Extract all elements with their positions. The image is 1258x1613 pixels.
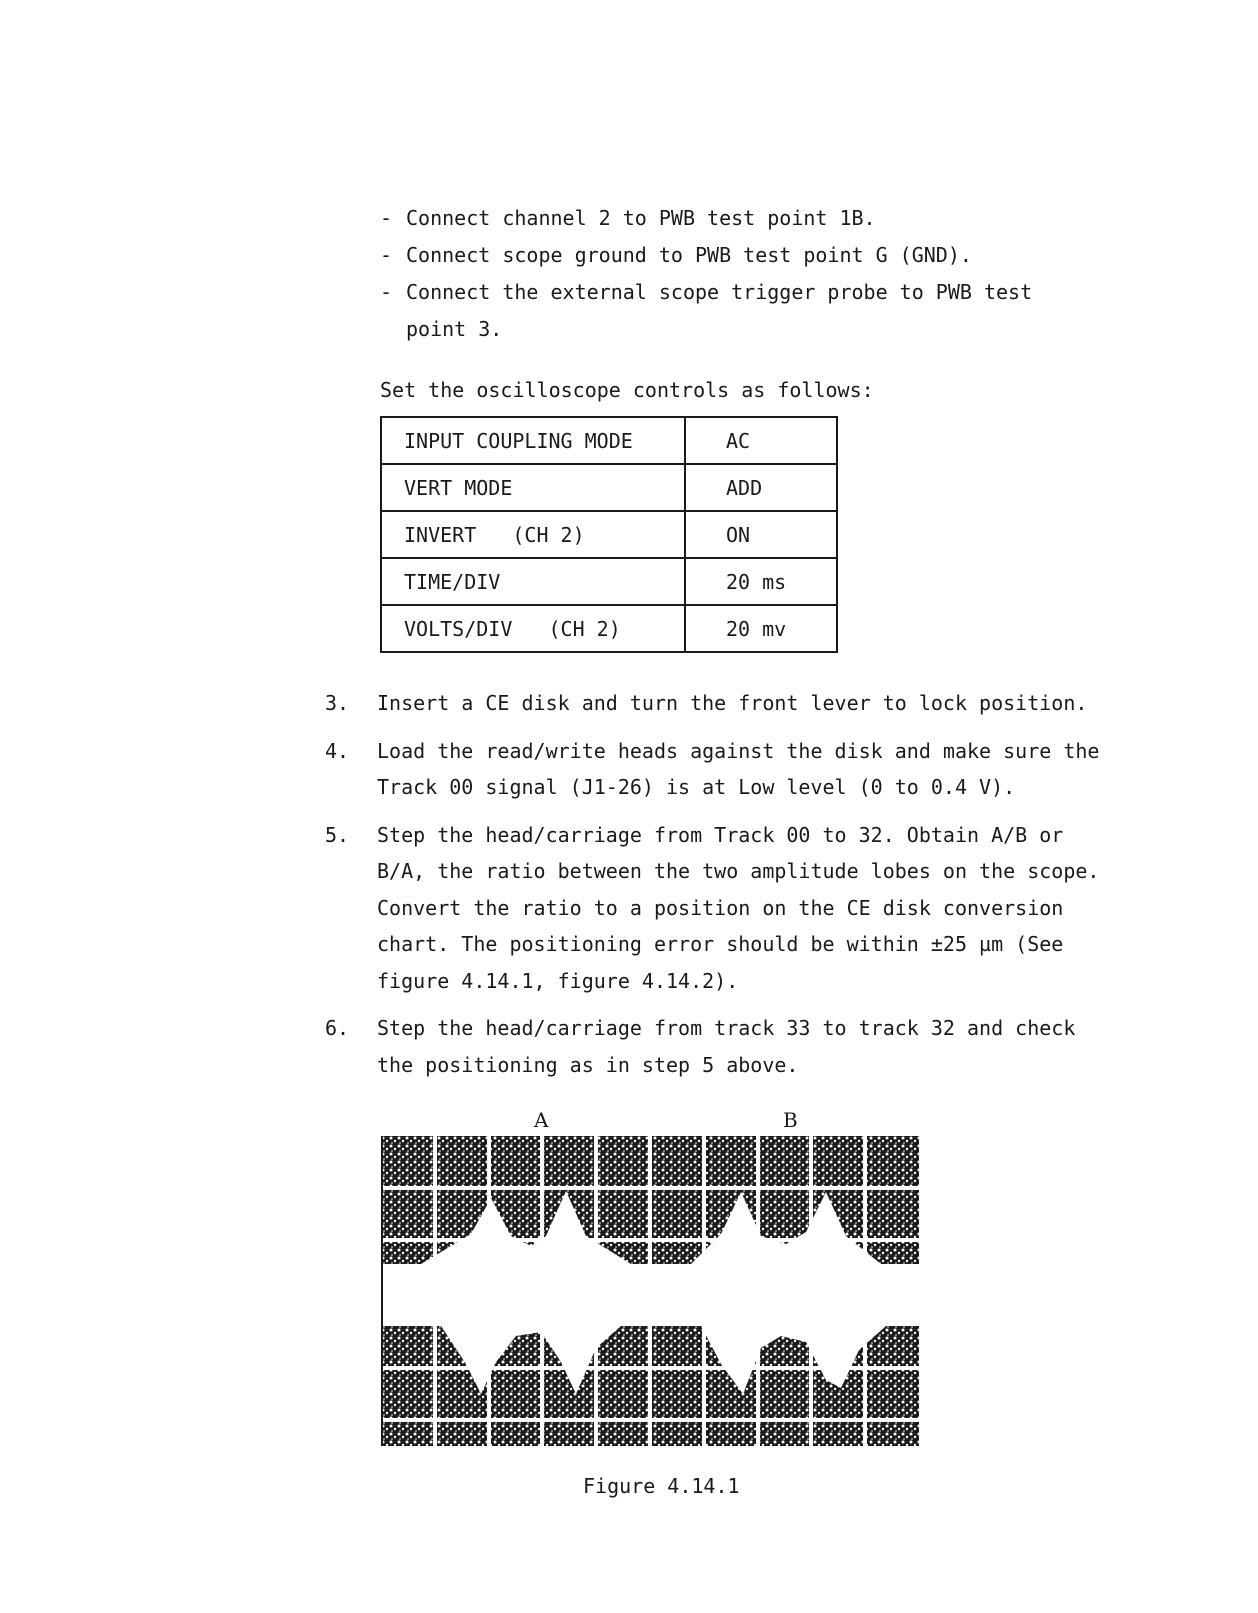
list-item bbox=[380, 237, 1080, 274]
setting-value: ADD bbox=[685, 464, 837, 511]
step-text: Insert a CE disk and turn the front lever to lock position. bbox=[377, 691, 1088, 715]
step-text: Step the head/carriage from Track 00 to 32. Obtain A/B or B/A, the ratio between the two amplitude lobes on the scope. Convert the ratio to a position on the CE disk conversion chart. The positioning error should be within ±25 µm (See figure 4.14.1, figure 4.14.2). bbox=[377, 822, 1100, 993]
table-row bbox=[381, 605, 837, 652]
lobe-label-b: B bbox=[783, 1108, 798, 1132]
setting-value: 20 ms bbox=[685, 558, 837, 605]
setting-value: ON bbox=[685, 511, 837, 558]
lobe-label-a: A bbox=[534, 1108, 549, 1132]
step-number: 4. bbox=[325, 738, 350, 763]
figure-caption: Figure 4.14.1 bbox=[583, 1474, 740, 1498]
procedure-steps bbox=[325, 685, 1115, 1094]
setting-name: INVERT (CH 2) bbox=[381, 511, 685, 558]
oscilloscope-settings-table bbox=[380, 416, 838, 653]
oscilloscope-figure bbox=[381, 1136, 919, 1446]
table-row bbox=[381, 464, 837, 511]
table-row bbox=[381, 558, 837, 605]
bullet-text: Connect scope ground to PWB test point G (GND). bbox=[406, 243, 972, 267]
step-number: 3. bbox=[325, 691, 350, 715]
bullet-dash: - bbox=[380, 206, 393, 230]
procedure-step bbox=[325, 1010, 1115, 1083]
procedure-step bbox=[325, 817, 1115, 1000]
step-number: 5. bbox=[325, 822, 350, 847]
procedure-step bbox=[325, 733, 1115, 806]
bullet-text: Connect the external scope trigger probe to PWB test point 3. bbox=[406, 280, 1033, 341]
step-text: Step the head/carriage from track 33 to track 32 and check the positioning as in step 5 above. bbox=[377, 1016, 1076, 1077]
controls-intro: Set the oscilloscope controls as follows: bbox=[380, 378, 874, 402]
procedure-step bbox=[325, 685, 1115, 722]
table-row bbox=[381, 417, 837, 464]
list-item bbox=[380, 274, 1080, 348]
bullet-text: Connect channel 2 to PWB test point 1B. bbox=[406, 206, 876, 230]
setting-name: INPUT COUPLING MODE bbox=[381, 417, 685, 464]
bullet-dash: - bbox=[380, 280, 393, 304]
bullet-dash: - bbox=[380, 243, 393, 267]
setting-value: AC bbox=[685, 417, 837, 464]
table-row bbox=[381, 511, 837, 558]
connection-list bbox=[380, 200, 1080, 348]
setting-name: VOLTS/DIV (CH 2) bbox=[381, 605, 685, 652]
setting-name: VERT MODE bbox=[381, 464, 685, 511]
setting-value: 20 mv bbox=[685, 605, 837, 652]
setting-name: TIME/DIV bbox=[381, 558, 685, 605]
step-text: Load the read/write heads against the disk and make sure the Track 00 signal (J1-26) is at Low level (0 to 0.4 V). bbox=[377, 738, 1100, 799]
step-number: 6. bbox=[325, 1016, 350, 1040]
list-item bbox=[380, 200, 1080, 237]
